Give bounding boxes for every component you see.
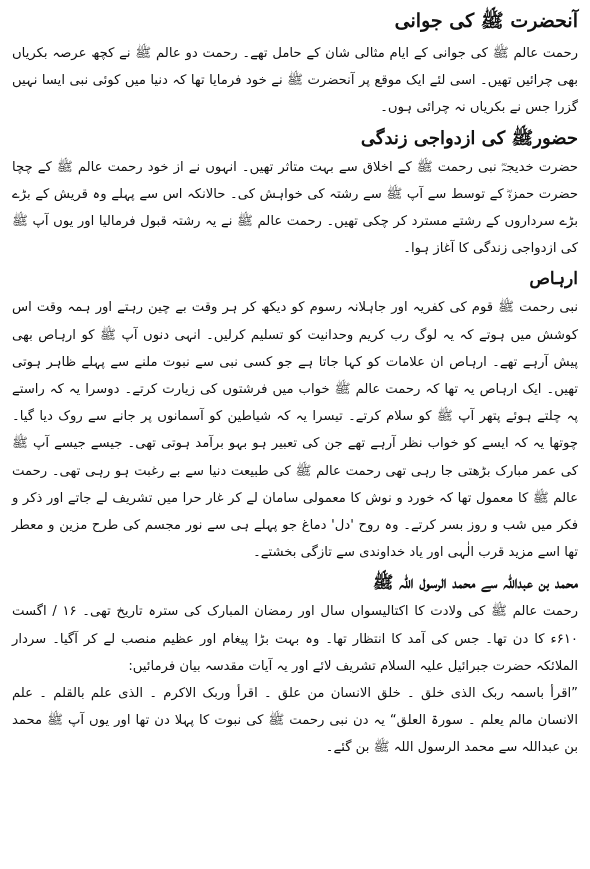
quote-tail: یہ دن نبی رحمت ﷺ کی نبوت کا پہلا دن تھا اور یوں آپ ﷺ محمد بن عبداللہ سے محمد الرسول اللہ ﷺ بن گئے۔ (12, 713, 578, 756)
section-marriage (12, 124, 578, 263)
quran-quote: ”اقرأ باسمہ ربک الذی خلق ۔ خلق الانسان من علق ۔ اقرأ وربک الاکرم ۔ الذی علم بالقلم ۔ علم الانسان مالم یعلم ۔ سورۃ العلق“ (12, 686, 578, 729)
section-irhas (12, 264, 578, 566)
quote-paragraph (12, 680, 578, 762)
paragraph-irhas: نبی رحمت ﷺ قوم کی کفریہ اور جاہلانہ رسوم کو دیکھ کر ہر وقت بے چین رہتے اور ہمہ وقت اس کوشش میں ہوتے کہ یہ لوگ رب کریم وحدانیت کو تسلیم کرلیں۔ انہی دنوں آپ ﷺ کو ارہاص بھی پیش آرہے تھے۔ ارہاص ان علامات کو کہا جاتا ہے جو کسی نبی سے نبوت ملنے سے پہلے ظاہر ہوتی تھیں۔ ایک ارہاص یہ تھا کہ رحمت عالم ﷺ خواب میں فرشتوں کی زیارت کرتے۔ دوسرا یہ کہ راستے پہ چلتے ہوئے پتھر آپ ﷺ کو سلام کرتے۔ تیسرا یہ کہ شیاطین کو آسمانوں پر جانے سے روک دیا گیا۔ چوتھا یہ کہ ایسے کو خواب نظر آرہے تھے جن کی تعبیر ہو بہو برآمد ہوتی تھی۔ جیسے جیسے آپ ﷺ کی عمر مبارک بڑھتی جا رہی تھی رحمت عالم ﷺ کی طبیعت دنیا سے بے رغبت ہو رہی تھی۔ رحمت عالم ﷺ کا معمول تھا کہ خورد و نوش کا معمولی سامان لے کر غار حرا میں تشریف لے جاتے اور ذکر و فکر میں شب و روز بسر کرتے۔ وہ روح 'دل' دماغ جو پہلے ہی سے نور مجسم کی طرح مزین و معطر تھا اسے مزید قرب الٰہی اور یاد خداوندی سے تازگی بخشتے۔ (12, 300, 578, 561)
heading-prophethood: محمد بن عبداللہ سے محمد الرسول اللہ ﷺ (372, 573, 578, 594)
heading-irhas: ارہاص (529, 269, 578, 290)
paragraph-youth: رحمت عالم ﷺ کی جوانی کے ایام مثالی شان کے حامل تھے۔ رحمت دو عالم ﷺ نے کچھ عرصہ بکریاں بھی چرائیں تھیں۔ اسی لئے ایک موقع پر آنحضرت ﷺ نے خود فرمایا تھا کہ دنیا میں کوئی نبی ایسا نہیں گزرا جس نے بکریاں نہ چرائی ہوں۔ (12, 46, 578, 116)
heading-marriage: حضورﷺ کی ازدواجی زندگی (360, 127, 578, 149)
paragraph-prophethood: رحمت عالم ﷺ کی ولادت کا اکتالیسواں سال اور رمضان المبارک کی سترہ تاریخ تھی۔ ۱۶ / اگست ۶۱۰ء کا دن تھا۔ جس کی آمد کا انتظار تھا۔ وہ بہت بڑا پیغام اور عظیم منصب لے کر آگیا۔ سردار الملائکہ حضرت جبرائیل علیہ السلام تشریف لائے اور یہ آیات مقدسہ بیان فرمائیں: (12, 604, 579, 674)
section-prophethood (12, 568, 578, 761)
section-youth (12, 6, 578, 122)
paragraph-marriage: حضرت خدیجہؓ نبی رحمت ﷺ کے اخلاق سے بہت متاثر تھیں۔ انہوں نے از خود رحمت عالم ﷺ کے چچا حضرت حمزہؓ کے توسط سے آپ ﷺ سے رشتہ کی خواہش کی۔ حالانکہ اس سے پہلے وہ قریش کے بڑے بڑے سرداروں کے رشتے مسترد کر چکی تھیں۔ رحمت عالم ﷺ نے یہ رشتہ قبول فرمالیا اور یوں آپ ﷺ کی ازدواجی زندگی کا آغاز ہوا۔ (12, 159, 578, 257)
heading-youth: آنحضرت ﷺ کی جوانی (394, 10, 578, 32)
